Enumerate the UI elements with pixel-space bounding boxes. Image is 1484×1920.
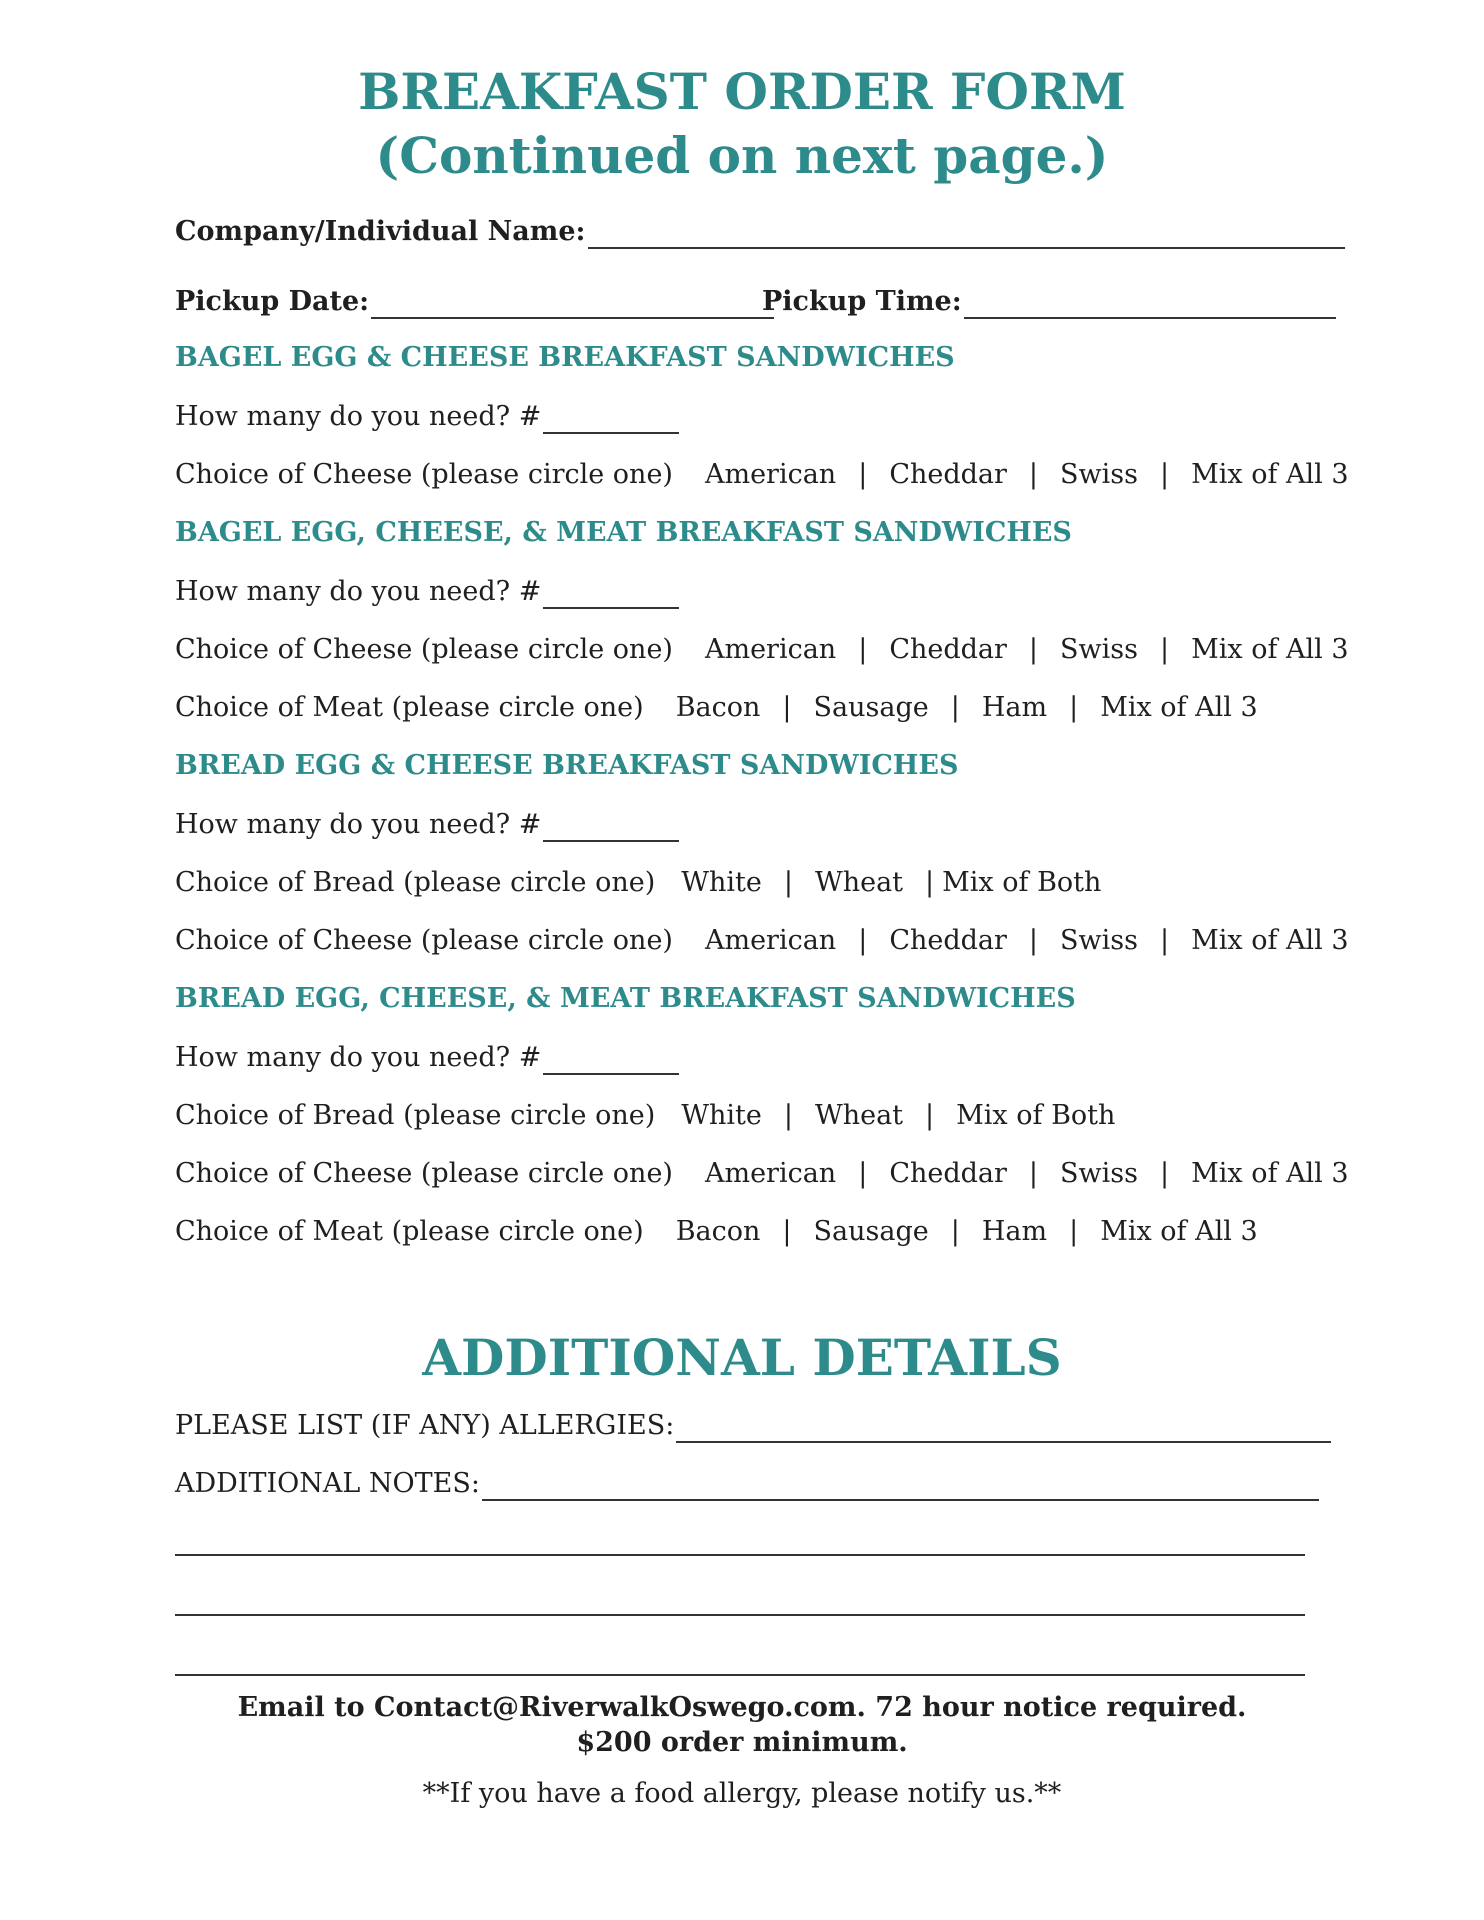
cheese-choice-row: Choice of Cheese (please circle one) American | Cheddar | Swiss | Mix of All 3 xyxy=(175,459,1349,490)
allergies-input-line[interactable] xyxy=(676,1417,1331,1443)
option-mix-of-both[interactable]: Mix of Both xyxy=(956,1100,1116,1131)
option-white[interactable]: White xyxy=(681,1100,762,1131)
quantity-row xyxy=(175,575,679,609)
quantity-label: How many do you need? # xyxy=(175,809,542,840)
section-title-bread-egg-cheese-meat: BREAD EGG, CHEESE, & MEAT BREAKFAST SANDWICHES xyxy=(175,983,1076,1014)
pickup-time-label: Pickup Time: xyxy=(762,286,962,317)
quantity-input-line[interactable] xyxy=(543,1049,679,1075)
notes-line-4[interactable] xyxy=(175,1674,1305,1676)
quantity-input-line[interactable] xyxy=(543,408,679,434)
cheese-choice-label: Choice of Cheese (please circle one) xyxy=(175,1158,673,1189)
option-bacon[interactable]: Bacon xyxy=(675,692,761,723)
option-mix-of-both[interactable]: Mix of Both xyxy=(942,867,1102,898)
notes-line-2[interactable] xyxy=(175,1554,1305,1556)
section-title-bagel-egg-cheese-meat: BAGEL EGG, CHEESE, & MEAT BREAKFAST SANDWICHES xyxy=(175,517,1072,548)
option-mix-of-all-3[interactable]: Mix of All 3 xyxy=(1191,459,1349,490)
footer-email-line: Email to Contact@RiverwalkOswego.com. 72 hour notice required. xyxy=(237,1692,1247,1723)
notes-line-3[interactable] xyxy=(175,1614,1305,1616)
option-mix-of-all-3[interactable]: Mix of All 3 xyxy=(1191,925,1349,956)
page-subtitle: (Continued on next page.) xyxy=(375,126,1109,185)
option-cheddar[interactable]: Cheddar xyxy=(889,459,1007,490)
pickup-time-field xyxy=(762,285,1336,319)
meat-choice-row: Choice of Meat (please circle one) Bacon | Sausage | Ham | Mix of All 3 xyxy=(175,1216,1258,1247)
quantity-label: How many do you need? # xyxy=(175,401,542,432)
pickup-date-field xyxy=(175,285,774,319)
bread-choice-label: Choice of Bread (please circle one) xyxy=(175,867,656,898)
option-mix-of-all-3[interactable]: Mix of All 3 xyxy=(1100,1216,1258,1247)
option-american[interactable]: American xyxy=(704,634,837,665)
option-wheat[interactable]: Wheat xyxy=(814,1100,904,1131)
option-bacon[interactable]: Bacon xyxy=(675,1216,761,1247)
quantity-row xyxy=(175,400,679,434)
quantity-row xyxy=(175,808,679,842)
option-american[interactable]: American xyxy=(704,459,837,490)
section-title-bagel-egg-cheese: BAGEL EGG & CHEESE BREAKFAST SANDWICHES xyxy=(175,342,955,373)
option-american[interactable]: American xyxy=(704,925,837,956)
quantity-label: How many do you need? # xyxy=(175,1042,542,1073)
meat-choice-row: Choice of Meat (please circle one) Bacon | Sausage | Ham | Mix of All 3 xyxy=(175,692,1258,723)
option-cheddar[interactable]: Cheddar xyxy=(889,634,1007,665)
cheese-choice-row: Choice of Cheese (please circle one) American | Cheddar | Swiss | Mix of All 3 xyxy=(175,634,1349,665)
option-mix-of-all-3[interactable]: Mix of All 3 xyxy=(1191,1158,1349,1189)
option-cheddar[interactable]: Cheddar xyxy=(889,925,1007,956)
meat-choice-label: Choice of Meat (please circle one) xyxy=(175,1216,644,1247)
option-swiss[interactable]: Swiss xyxy=(1060,1158,1138,1189)
option-swiss[interactable]: Swiss xyxy=(1060,634,1138,665)
cheese-choice-row: Choice of Cheese (please circle one) American | Cheddar | Swiss | Mix of All 3 xyxy=(175,925,1349,956)
pickup-time-input-line[interactable] xyxy=(964,293,1336,319)
allergies-field xyxy=(175,1409,1331,1443)
quantity-label: How many do you need? # xyxy=(175,576,542,607)
notes-field xyxy=(175,1467,1319,1501)
cheese-choice-label: Choice of Cheese (please circle one) xyxy=(175,925,673,956)
option-wheat[interactable]: Wheat xyxy=(814,867,904,898)
quantity-input-line[interactable] xyxy=(543,816,679,842)
page-title: BREAKFAST ORDER FORM xyxy=(358,62,1126,121)
quantity-row xyxy=(175,1041,679,1075)
footer-minimum-line: $200 order minimum. xyxy=(576,1727,908,1758)
notes-label: ADDITIONAL NOTES: xyxy=(175,1468,480,1499)
option-cheddar[interactable]: Cheddar xyxy=(889,1158,1007,1189)
option-mix-of-all-3[interactable]: Mix of All 3 xyxy=(1191,634,1349,665)
cheese-choice-row: Choice of Cheese (please circle one) American | Cheddar | Swiss | Mix of All 3 xyxy=(175,1158,1349,1189)
additional-details-title: ADDITIONAL DETAILS xyxy=(422,1328,1062,1387)
option-ham[interactable]: Ham xyxy=(981,1216,1048,1247)
bread-choice-row: Choice of Bread (please circle one) White | Wheat | Mix of Both xyxy=(175,867,1102,898)
cheese-choice-label: Choice of Cheese (please circle one) xyxy=(175,459,673,490)
company-name-field xyxy=(175,215,1345,249)
meat-choice-label: Choice of Meat (please circle one) xyxy=(175,692,644,723)
option-mix-of-all-3[interactable]: Mix of All 3 xyxy=(1100,692,1258,723)
option-sausage[interactable]: Sausage xyxy=(813,1216,929,1247)
cheese-choice-label: Choice of Cheese (please circle one) xyxy=(175,634,673,665)
company-name-input-line[interactable] xyxy=(588,223,1345,249)
bread-choice-label: Choice of Bread (please circle one) xyxy=(175,1100,656,1131)
footer-allergy-note: **If you have a food allergy, please notify us.** xyxy=(422,1778,1062,1809)
option-sausage[interactable]: Sausage xyxy=(813,692,929,723)
pickup-date-input-line[interactable] xyxy=(371,293,774,319)
option-white[interactable]: White xyxy=(681,867,762,898)
option-american[interactable]: American xyxy=(704,1158,837,1189)
pickup-date-label: Pickup Date: xyxy=(175,286,370,317)
option-ham[interactable]: Ham xyxy=(981,692,1048,723)
allergies-label: PLEASE LIST (IF ANY) ALLERGIES: xyxy=(175,1410,675,1441)
company-name-label: Company/Individual Name: xyxy=(175,216,586,247)
option-swiss[interactable]: Swiss xyxy=(1060,459,1138,490)
section-title-bread-egg-cheese: BREAD EGG & CHEESE BREAKFAST SANDWICHES xyxy=(175,750,959,781)
option-swiss[interactable]: Swiss xyxy=(1060,925,1138,956)
quantity-input-line[interactable] xyxy=(543,583,679,609)
notes-input-line[interactable] xyxy=(482,1475,1319,1501)
bread-choice-row: Choice of Bread (please circle one) White | Wheat | Mix of Both xyxy=(175,1100,1116,1131)
